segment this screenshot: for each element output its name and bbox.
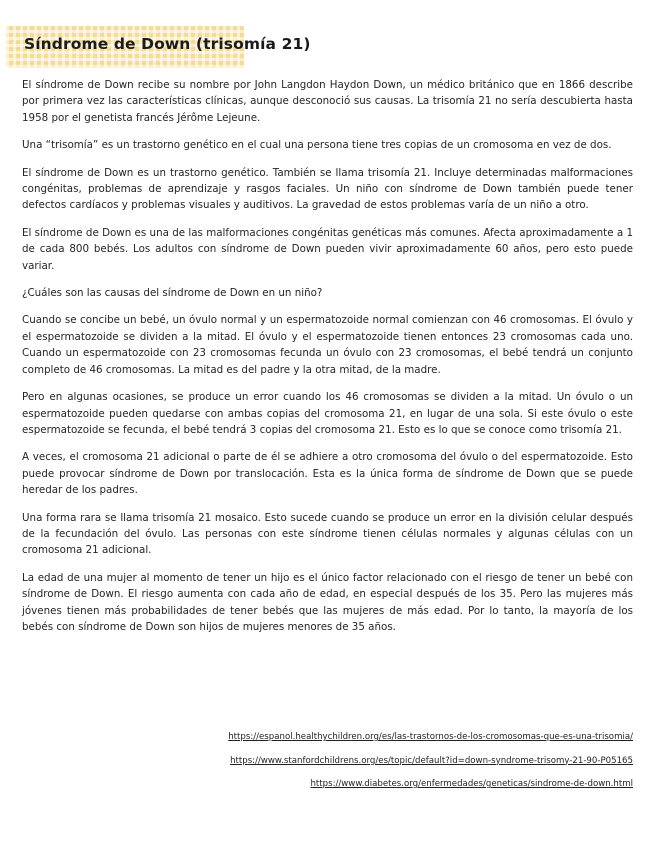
- document-body: [22, 77, 633, 646]
- paragraph-division-error: Pero en algunas ocasiones, se produce un error cuando los 46 cromosomas se dividen a la mitad. Un óvulo o un espermatozoide pueden quedarse con ambas copias del cromosoma 21, en lugar de una sola. Si este óvulo o este espermatozoide se fecunda, el bebé tendrá 3 copias del cromosoma 21. Esto es lo que se conoce como trisomía 21.: [22, 391, 633, 436]
- reference-link[interactable]: https://www.stanfordchildrens.org/es/topic/default?id=down-syndrome-trisomy-21-90-P05165: [230, 755, 633, 766]
- paragraph-prevalence: El síndrome de Down es una de las malformaciones congénitas genéticas más comunes. Afecta aproximadamente a 1 de cada 800 bebés. Los adultos con síndrome de Down pueden vivir aproximadamente 60 años, pero esto puede variar.: [22, 226, 633, 272]
- page-title: Síndrome de Down (trisomía 21): [24, 35, 311, 53]
- paragraph-mosaic: Una forma rara se llama trisomía 21 mosaico. Esto sucede cuando se produce un error en la división celular después de la fecundación del óvulo. Las personas con este síndrome tienen células normales y algunas células con un cromosoma 21 adicional.: [22, 511, 633, 557]
- paragraph-history: El síndrome de Down recibe su nombre por John Langdon Haydon Down, un médico británico que en 1866 describe por primera vez las características clínicas, aunque desconoció sus causas. La trisomía 21 no sería descubierta hasta 1958 por el genetista francés Jérôme Lejeune.: [22, 79, 633, 124]
- reference-link[interactable]: https://www.diabetes.org/enfermedades/geneticas/sindrome-de-down.html: [310, 779, 633, 789]
- paragraph-trisomy-definition: Una “trisomía” es un trastorno genético en el cual una persona tiene tres copias de un cromosoma en vez de dos.: [22, 139, 612, 152]
- paragraph-genetic-disorder: El síndrome de Down es un trastorno genético. También se llama trisomía 21. Incluye determinadas malformaciones congénitas, problemas de aprendizaje y rasgos faciales. Un niño con síndrome de Down también puede tener defectos cardíacos y problemas visuales y auditivos. La gravedad de estos problemas varía de un niño a otro.: [22, 166, 633, 212]
- paragraph-translocation: A veces, el cromosoma 21 adicional o parte de él se adhiere a otro cromosoma del óvulo o del espermatozoide. Esto puede provocar síndrome de Down por translocación. Esta es la única forma de síndrome de Down que se puede heredar de los padres.: [22, 451, 633, 497]
- reference-link[interactable]: https://espanol.healthychildren.org/es/las-trastornos-de-los-cromosomas-que-es-una-trisomia/: [228, 732, 633, 742]
- section-question: ¿Cuáles son las causas del síndrome de Down en un niño?: [22, 287, 323, 300]
- references: [33, 731, 633, 802]
- paragraph-conception: Cuando se concibe un bebé, un óvulo normal y un espermatozoide normal comienzan con 46 cromosomas. El óvulo y el espermatozoide se dividen a la mitad. El óvulo y el espermatozoide tienen entonces 23 cromosomas cada uno. Cuando un espermatozoide con 23 cromosomas fecunda un óvulo con 23 cromosomas, el bebé tendrá un conjunto completo de 46 cromosomas. La mitad es del padre y la otra mitad, de la madre.: [22, 314, 633, 376]
- paragraph-maternal-age: La edad de una mujer al momento de tener un hijo es el único factor relacionado con el riesgo de tener un bebé con síndrome de Down. El riesgo aumenta con cada año de edad, en especial después de los 35. Pero las mujeres más jóvenes tienen más probabilidades de tener bebés que las mujeres de más edad. Por lo tanto, la mayoría de los bebés con síndrome de Down son hijos de mujeres menores de 35 años.: [22, 571, 633, 633]
